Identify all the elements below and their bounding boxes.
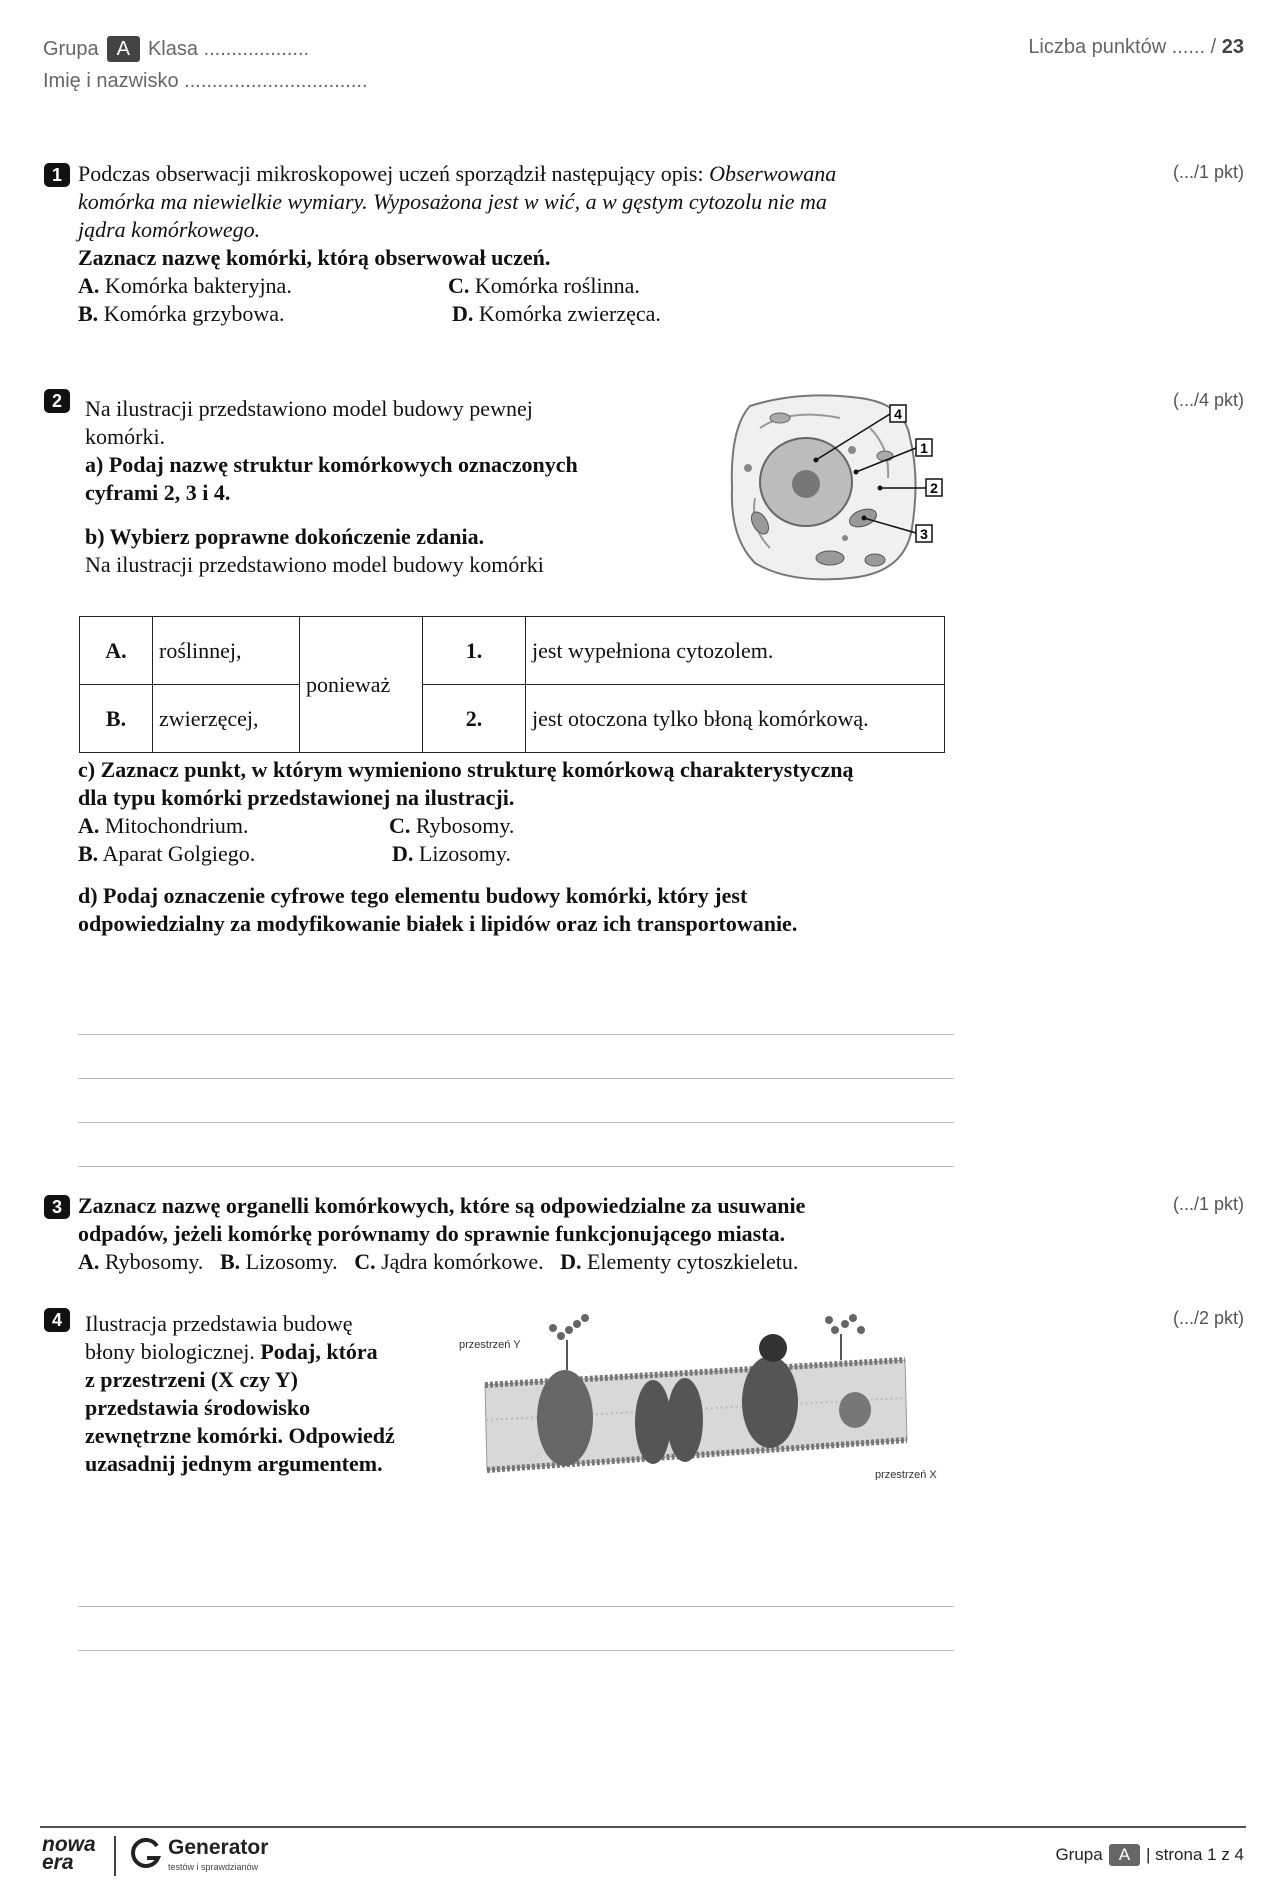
header-group-line [43,36,309,62]
question-2-part-c [78,756,978,938]
q1-instruction: Zaznacz nazwę komórki, którą obserwował uczeń. [78,245,551,270]
group-badge: A [107,36,140,62]
q2-b-2: Na ilustracji przedstawiono model budowy komórki [85,552,544,577]
q2-c-options-row-1 [78,812,978,840]
membrane-protein [537,1370,593,1466]
label-2: 2 [930,480,938,496]
q2-table-2-num[interactable]: 2. [423,685,526,753]
answer-line[interactable] [78,1650,954,1651]
q2-c-2: dla typu komórki przedstawionej na ilustracji. [78,785,515,810]
label-3: 3 [920,526,928,542]
q1-quote-3: jądra komórkowego. [78,217,261,242]
footer-separator [114,1836,116,1876]
question-2-intro [85,395,685,579]
answer-line[interactable] [78,1166,954,1167]
q2-table-1-num[interactable]: 1. [423,617,526,685]
q1-options-row-2 [78,300,958,328]
q2-d-2: odpowiedzialny za modyfikowanie białek i lipidów oraz ich transportowanie. [78,911,798,936]
question-1 [78,160,958,328]
q2-c-options-row-2 [78,840,978,868]
space-x-label: przestrzeń X [875,1469,937,1480]
q2-d-1: d) Podaj oznaczenie cyfrowe tego elementu budowy komórki, który jest [78,883,748,908]
q4-line-4: przedstawia środowisko [85,1395,311,1420]
q3-option-b[interactable]: B. Lizosomy. [219,1249,338,1274]
q1-options-row-1 [78,272,958,300]
q2-completion-table [79,616,945,753]
q2-a-1: a) Podaj nazwę struktur komórkowych oznaczonych [85,452,578,477]
footer-page-info [1055,1844,1244,1866]
label-1: 1 [920,440,928,456]
question-4 [85,1310,445,1478]
points-label: Liczba punktów ...... / [1028,36,1217,58]
q2-intro-2: komórki. [85,424,166,449]
q4-line-6: uzasadnij jednym argumentem. [85,1451,383,1476]
question-3 [78,1192,958,1276]
q2-b-1: b) Wybierz poprawne dokończenie zdania. [85,524,485,549]
space-y-label: przestrzeń Y [459,1339,521,1351]
footer-group-badge: A [1109,1844,1140,1866]
answer-line[interactable] [78,1606,954,1607]
q4-line-2a: błony biologicznej. [85,1339,255,1364]
q2-c-option-b[interactable]: B. Aparat Golgiego. [78,841,256,866]
q3-options [78,1248,958,1276]
q1-quote-2: komórka ma niewielkie wymiary. Wyposażona jest w wić, a w gęstym cytozolu nie ma [78,189,827,214]
question-number-4: 4 [44,1308,70,1332]
q2-table-b-text[interactable]: zwierzęcej, [153,685,300,753]
q3-option-c[interactable]: C. Jądra komórkowe. [354,1249,544,1274]
points-total: 23 [1221,36,1244,58]
class-field: Klasa ................... [147,38,310,60]
q2-intro-1: Na ilustracji przedstawiono model budowy pewnej [85,396,533,421]
question-1-points: (.../1 pkt) [1172,162,1244,182]
q1-option-b[interactable]: B. Komórka grzybowa. [78,301,285,326]
name-field: Imię i nazwisko ................................. [43,70,368,92]
points-total-line [1028,36,1244,59]
answer-line[interactable] [78,1078,954,1079]
question-number-1: 1 [44,163,70,187]
group-label: Grupa [43,38,99,60]
cell-membrane-illustration [455,1310,955,1480]
q1-intro: Podczas obserwacji mikroskopowej uczeń sporządził następujący opis: [78,161,704,186]
question-number-2: 2 [44,389,70,413]
q1-quote-1: Obserwowana [709,161,837,186]
q2-table-a-text[interactable]: roślinnej, [153,617,300,685]
q1-option-a[interactable]: A. Komórka bakteryjna. [78,273,292,298]
q1-option-d[interactable]: D. Komórka zwierzęca. [452,301,661,326]
nowa-era-logo: nowa era [42,1833,96,1874]
q4-line-3: z przestrzeni (X czy Y) [85,1367,298,1392]
q2-table-a-letter[interactable]: A. [80,617,153,685]
q3-line-2: odpadów, jeżeli komórkę porównamy do sprawnie funkcjonującego miasta. [78,1221,786,1246]
q3-line-1: Zaznacz nazwę organelli komórkowych, które są odpowiedzialne za usuwanie [78,1193,806,1218]
q2-c-option-a[interactable]: A. Mitochondrium. [78,813,249,838]
generator-title: Generator [168,1836,269,1859]
q4-line-5: zewnętrzne komórki. Odpowiedź [85,1423,395,1448]
question-3-points: (.../1 pkt) [1172,1194,1244,1214]
question-number-3: 3 [44,1195,70,1219]
footer-group-label: Grupa [1055,1845,1103,1864]
generator-subtitle: testów i sprawdzianów [168,1862,259,1872]
answer-line[interactable] [78,1034,954,1035]
animal-cell-illustration [720,388,950,588]
q2-table-2-text[interactable]: jest otoczona tylko błoną komórkową. [526,685,945,753]
question-4-points: (.../2 pkt) [1172,1308,1244,1328]
nucleolus [792,470,820,498]
generator-g-icon [130,1838,162,1870]
q2-table-b-letter[interactable]: B. [80,685,153,753]
q4-line-2b: Podaj, która [260,1339,378,1364]
footer-divider [40,1826,1246,1828]
q2-c-option-d[interactable]: D. Lizosomy. [392,841,511,866]
q1-option-c[interactable]: C. Komórka roślinna. [448,273,640,298]
q3-option-d[interactable]: D. Elementy cytoszkieletu. [560,1249,799,1274]
q2-c-1: c) Zaznacz punkt, w którym wymieniono strukturę komórkową charakterystyczną [78,757,854,782]
footer-page-number: | strona 1 z 4 [1146,1845,1244,1864]
q4-line-1: Ilustracja przedstawia budowę [85,1311,353,1336]
q2-c-option-c[interactable]: C. Rybosomy. [389,813,515,838]
q3-option-a[interactable]: A. Rybosomy. [78,1249,204,1274]
q2-table-1-text[interactable]: jest wypełniona cytozolem. [526,617,945,685]
q2-table-middle: ponieważ [300,617,423,753]
answer-line[interactable] [78,1122,954,1123]
label-4: 4 [894,406,902,422]
q2-a-2: cyframi 2, 3 i 4. [85,480,231,505]
question-2-points: (.../4 pkt) [1172,390,1244,410]
